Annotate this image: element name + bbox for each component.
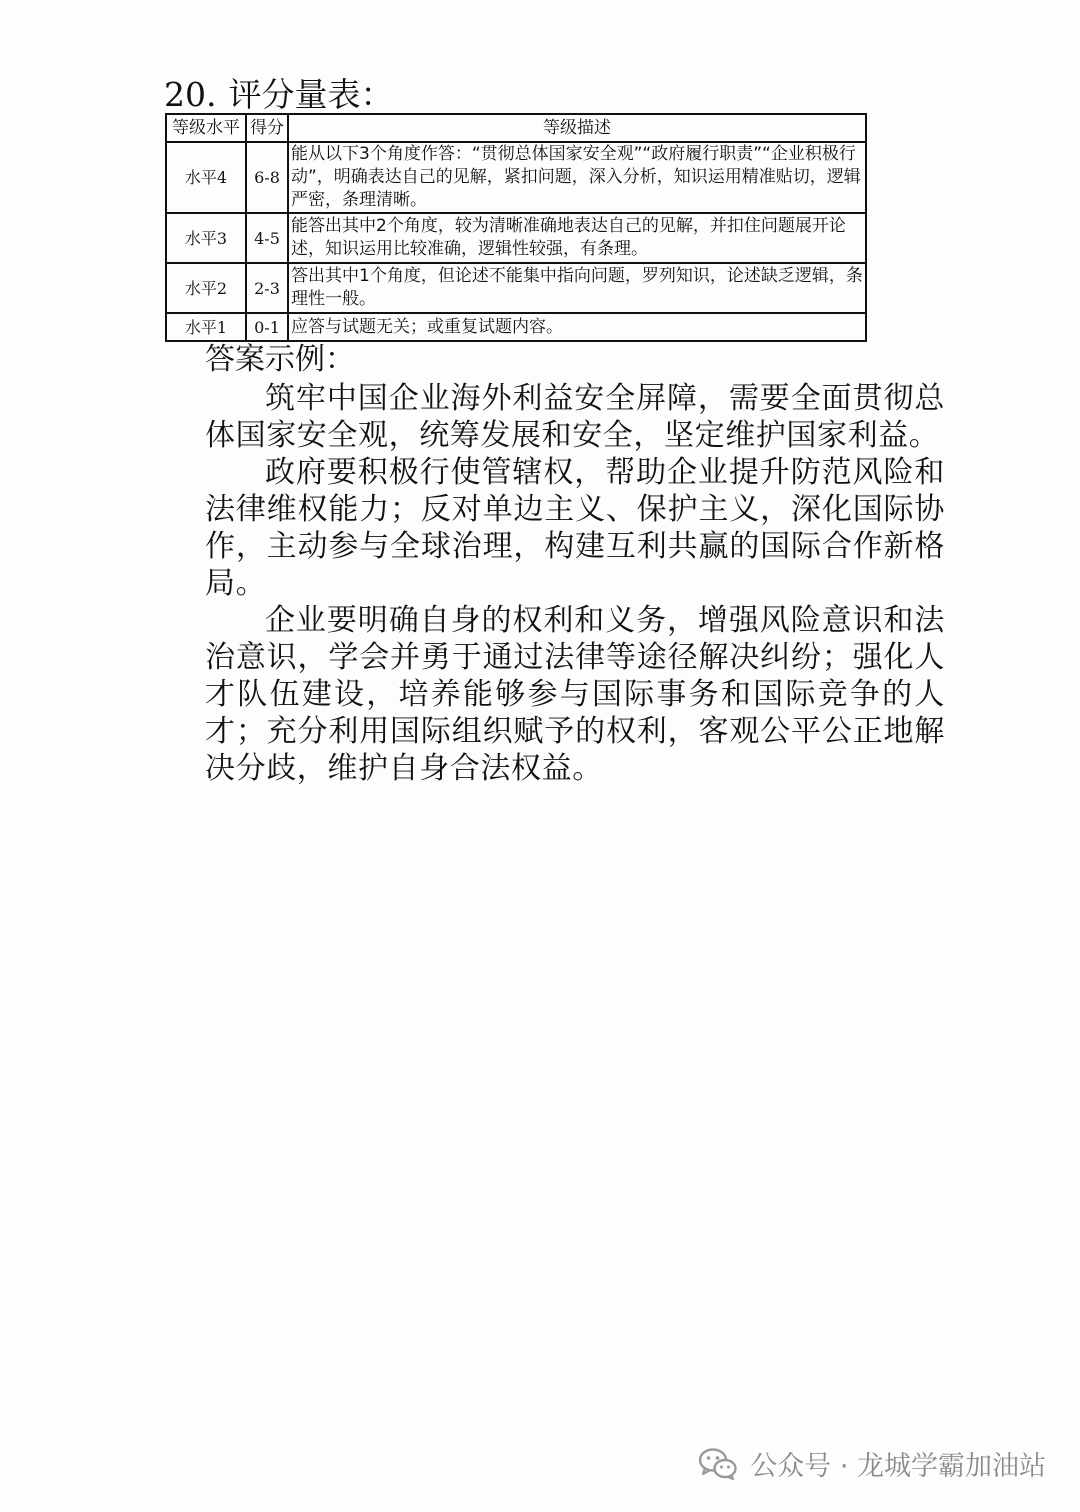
score-cell: 2-3 [246,263,288,313]
question-heading [164,74,393,116]
rubric-row-level-3 [166,213,866,263]
score-cell: 0-1 [246,313,288,341]
header-score: 得分 [246,114,288,142]
wechat-watermark [698,1444,1046,1483]
description-cell: 能从以下3个角度作答：“贯彻总体国家安全观”“政府履行职责”“企业积极行动”，明确表达自己的见解，紧扣问题，深入分析，知识运用精准贴切，逻辑严密，条理清晰。 [288,142,866,213]
question-number: 20. [164,75,217,114]
answer-paragraph: 政府要积极行使管辖权，帮助企业提升防范风险和法律维权能力；反对单边主义、保护主义，深化国际协作，主动参与全球治理，构建互利共赢的国际合作新格局。 [205,455,945,601]
rubric-row-level-4 [166,142,866,213]
answer-example [205,340,945,787]
answer-title: 答案示例： [205,342,355,377]
wechat-icon [698,1447,738,1481]
watermark-text: 公众号 · 龙城学霸加油站 [750,1451,1046,1482]
rubric-header-row [166,114,866,142]
description-cell: 能答出其中2个角度，较为清晰准确地表达自己的见解，并扣住问题展开论述，知识运用比较准确，逻辑性较强，有条理。 [288,213,866,263]
rubric-row-level-2 [166,263,866,313]
header-description: 等级描述 [288,114,866,142]
answer-paragraph: 企业要明确自身的权利和义务，增强风险意识和法治意识，学会并勇于通过法律等途径解决纠纷；强化人才队伍建设，培养能够参与国际事务和国际竞争的人才；充分利用国际组织赋予的权利，客观公平公正地解决分歧，维护自身合法权益。 [205,603,945,786]
level-cell: 水平2 [166,263,246,313]
question-title: 评分量表： [228,75,394,114]
rubric-table [165,113,867,342]
description-cell: 答出其中1个角度，但论述不能集中指向问题，罗列知识，论述缺乏逻辑，条理性一般。 [288,263,866,313]
level-cell: 水平1 [166,313,246,341]
score-cell: 4-5 [246,213,288,263]
level-cell: 水平3 [166,213,246,263]
description-cell: 应答与试题无关；或重复试题内容。 [288,313,866,341]
answer-paragraph: 筑牢中国企业海外利益安全屏障，需要全面贯彻总体国家安全观，统筹发展和安全，坚定维护国家利益。 [205,381,945,453]
score-cell: 6-8 [246,142,288,213]
rubric-row-level-1 [166,313,866,341]
level-cell: 水平4 [166,142,246,213]
header-level: 等级水平 [166,114,246,142]
